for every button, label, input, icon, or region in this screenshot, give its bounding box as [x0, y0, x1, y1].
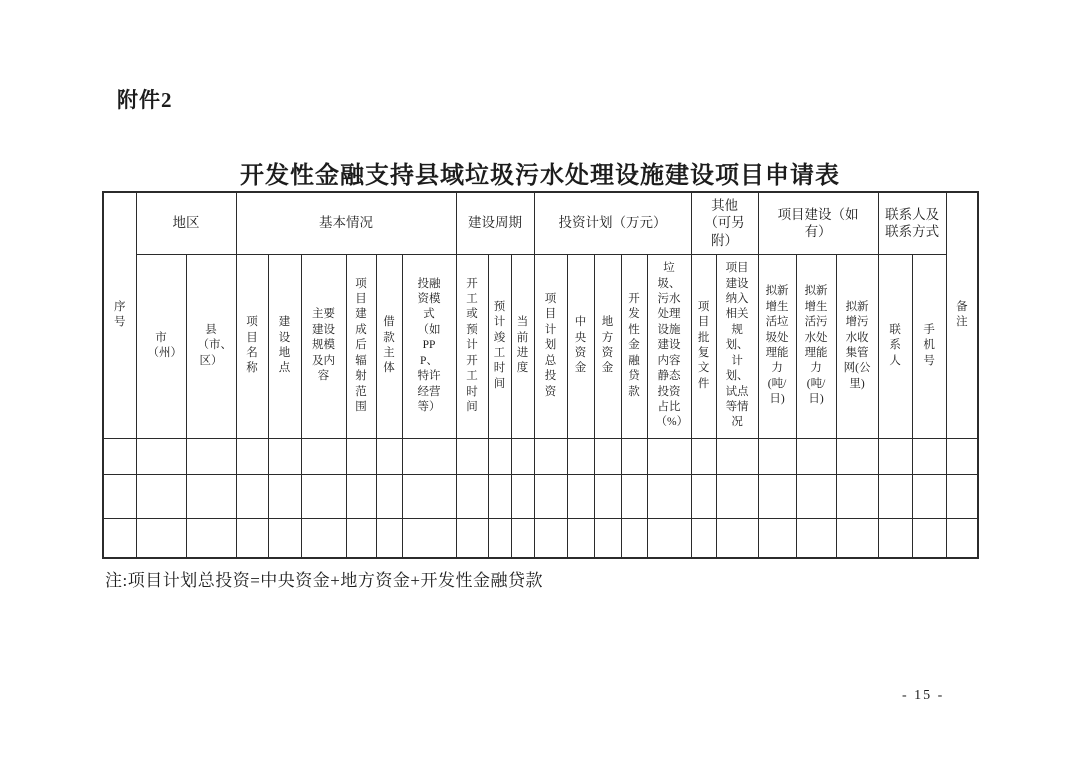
empty-cell — [534, 438, 567, 474]
note-text: 注:项目计划总投资=中央资金+地方资金+开发性金融贷款 — [105, 571, 543, 590]
completion-date-header — [488, 254, 511, 438]
column-group-investment-plan: 投资计划（万元） — [534, 192, 691, 254]
empty-cell — [758, 438, 796, 474]
empty-cell — [567, 438, 594, 474]
empty-cell — [236, 518, 268, 558]
empty-cell — [912, 474, 946, 518]
remarks-header — [946, 192, 978, 438]
start-date-header — [456, 254, 488, 438]
start-date-label: 开工或预计开工时间 — [466, 277, 478, 413]
empty-cell — [594, 474, 621, 518]
empty-cell — [647, 438, 691, 474]
empty-cell — [136, 438, 186, 474]
empty-cell — [136, 518, 186, 558]
empty-cell — [268, 518, 301, 558]
empty-cell — [758, 474, 796, 518]
empty-cell — [836, 474, 878, 518]
empty-cell — [594, 518, 621, 558]
empty-cell — [796, 518, 836, 558]
empty-cell — [836, 518, 878, 558]
radiation-scope-label: 项目建成后辐射范围 — [355, 277, 367, 413]
empty-cell — [691, 518, 716, 558]
completion-date-label: 预计竣工时间 — [493, 300, 506, 390]
empty-cell — [103, 518, 136, 558]
empty-cell — [946, 438, 978, 474]
column-group-region: 地区 — [136, 192, 236, 254]
empty-cell — [647, 518, 691, 558]
borrower-label: 借款主体 — [383, 316, 395, 375]
empty-cell — [796, 438, 836, 474]
page-number: - 15 - — [902, 688, 945, 703]
column-group-basic-info: 基本情况 — [236, 192, 456, 254]
empty-cell — [346, 474, 376, 518]
empty-cell — [488, 438, 511, 474]
empty-cell — [376, 474, 402, 518]
empty-cell — [691, 438, 716, 474]
empty-cell — [376, 518, 402, 558]
county-label: 县（市、区） — [197, 323, 232, 367]
investment-ratio-label: 垃圾、污水处理设施建设内容静态投资占比（%） — [655, 262, 689, 429]
empty-cell — [758, 518, 796, 558]
empty-cell — [376, 438, 402, 474]
new-waste-capacity-label: 拟新增生活垃圾处理能力(吨/日) — [765, 285, 789, 406]
central-funds-header — [567, 254, 594, 438]
application-table — [102, 191, 979, 559]
empty-cell — [912, 518, 946, 558]
empty-cell — [268, 438, 301, 474]
empty-cell — [796, 474, 836, 518]
new-waste-capacity-header — [758, 254, 796, 438]
column-group-other — [691, 192, 758, 254]
empty-cell — [456, 474, 488, 518]
project-name-label: 项目名称 — [246, 316, 258, 375]
local-funds-header — [594, 254, 621, 438]
empty-cell — [716, 474, 758, 518]
table-row — [103, 474, 978, 518]
total-investment-label: 项目计划总投资 — [544, 293, 557, 398]
empty-cell — [621, 474, 647, 518]
column-group-construction-period: 建设周期 — [456, 192, 534, 254]
city-header — [136, 254, 186, 438]
empty-cell — [878, 438, 912, 474]
empty-cell — [456, 518, 488, 558]
county-header — [186, 254, 236, 438]
empty-cell — [103, 438, 136, 474]
column-group-contact-label: 联系人及联系方式 — [885, 206, 940, 240]
empty-cell — [836, 438, 878, 474]
new-sewage-capacity-header — [796, 254, 836, 438]
empty-cell — [647, 474, 691, 518]
empty-cell — [511, 474, 534, 518]
phone-number-label: 手机号 — [923, 323, 935, 367]
serial-number-header — [103, 192, 136, 438]
progress-label: 当前进度 — [516, 316, 529, 375]
empty-cell — [716, 438, 758, 474]
empty-cell — [511, 438, 534, 474]
empty-cell — [346, 438, 376, 474]
empty-cell — [946, 474, 978, 518]
remarks-label: 备注 — [956, 300, 968, 329]
radiation-scope-header — [346, 254, 376, 438]
empty-cell — [236, 438, 268, 474]
empty-cell — [236, 474, 268, 518]
development-loan-header — [621, 254, 647, 438]
construction-scale-header — [301, 254, 346, 438]
empty-cell — [301, 518, 346, 558]
empty-cell — [186, 518, 236, 558]
attachment-label: 附件2 — [117, 88, 173, 112]
contact-person-header — [878, 254, 912, 438]
construction-scale-label: 主要建设规模及内容 — [312, 308, 335, 383]
phone-number-header — [912, 254, 946, 438]
financing-model-label: 投融资模式（如PPP、特许经营等） — [417, 277, 441, 413]
column-group-other-label: 其他（可另附） — [704, 197, 745, 249]
empty-cell — [878, 474, 912, 518]
empty-cell — [268, 474, 301, 518]
construction-location-header — [268, 254, 301, 438]
project-name-header — [236, 254, 268, 438]
page-title: 开发性金融支持县域垃圾污水处理设施建设项目申请表 — [240, 163, 840, 189]
empty-cell — [716, 518, 758, 558]
empty-cell — [511, 518, 534, 558]
planning-status-label: 项目建设纳入相关规划、计划、试点等情况 — [725, 262, 749, 429]
empty-cell — [878, 518, 912, 558]
empty-cell — [103, 474, 136, 518]
empty-cell — [534, 474, 567, 518]
empty-cell — [456, 438, 488, 474]
empty-cell — [691, 474, 716, 518]
empty-cell — [621, 518, 647, 558]
borrower-header — [376, 254, 402, 438]
local-funds-label: 地方资金 — [601, 316, 614, 375]
new-pipeline-header — [836, 254, 878, 438]
empty-cell — [621, 438, 647, 474]
planning-status-header — [716, 254, 758, 438]
empty-cell — [402, 438, 456, 474]
column-group-project-construction-label: 项目建设（如有） — [777, 206, 859, 240]
table-row — [103, 518, 978, 558]
table-row — [103, 438, 978, 474]
empty-cell — [912, 438, 946, 474]
empty-cell — [567, 518, 594, 558]
table-header-group-row — [103, 192, 978, 254]
empty-cell — [402, 474, 456, 518]
approval-document-header — [691, 254, 716, 438]
empty-cell — [567, 474, 594, 518]
empty-cell — [136, 474, 186, 518]
empty-cell — [946, 518, 978, 558]
empty-cell — [186, 438, 236, 474]
contact-person-label: 联系人 — [889, 323, 901, 367]
empty-cell — [534, 518, 567, 558]
approval-document-label: 项目批复文件 — [697, 300, 710, 390]
development-loan-label: 开发性金融贷款 — [628, 293, 640, 398]
column-group-contact — [878, 192, 946, 254]
serial-number-label: 序号 — [114, 300, 126, 329]
empty-cell — [488, 474, 511, 518]
empty-cell — [301, 438, 346, 474]
construction-location-label: 建设地点 — [278, 316, 291, 375]
new-sewage-capacity-label: 拟新增生活污水处理能力(吨/日) — [804, 285, 828, 406]
empty-cell — [186, 474, 236, 518]
column-group-project-construction — [758, 192, 878, 254]
investment-ratio-header — [647, 254, 691, 438]
new-pipeline-label: 拟新增污水收集管网(公里) — [843, 300, 871, 390]
empty-cell — [488, 518, 511, 558]
financing-model-header — [402, 254, 456, 438]
empty-cell — [301, 474, 346, 518]
empty-cell — [346, 518, 376, 558]
central-funds-label: 中央资金 — [574, 316, 587, 375]
empty-cell — [594, 438, 621, 474]
progress-header — [511, 254, 534, 438]
empty-cell — [402, 518, 456, 558]
city-label: 市（州） — [147, 331, 182, 359]
table-header-sub-row — [103, 254, 978, 438]
total-investment-header — [534, 254, 567, 438]
